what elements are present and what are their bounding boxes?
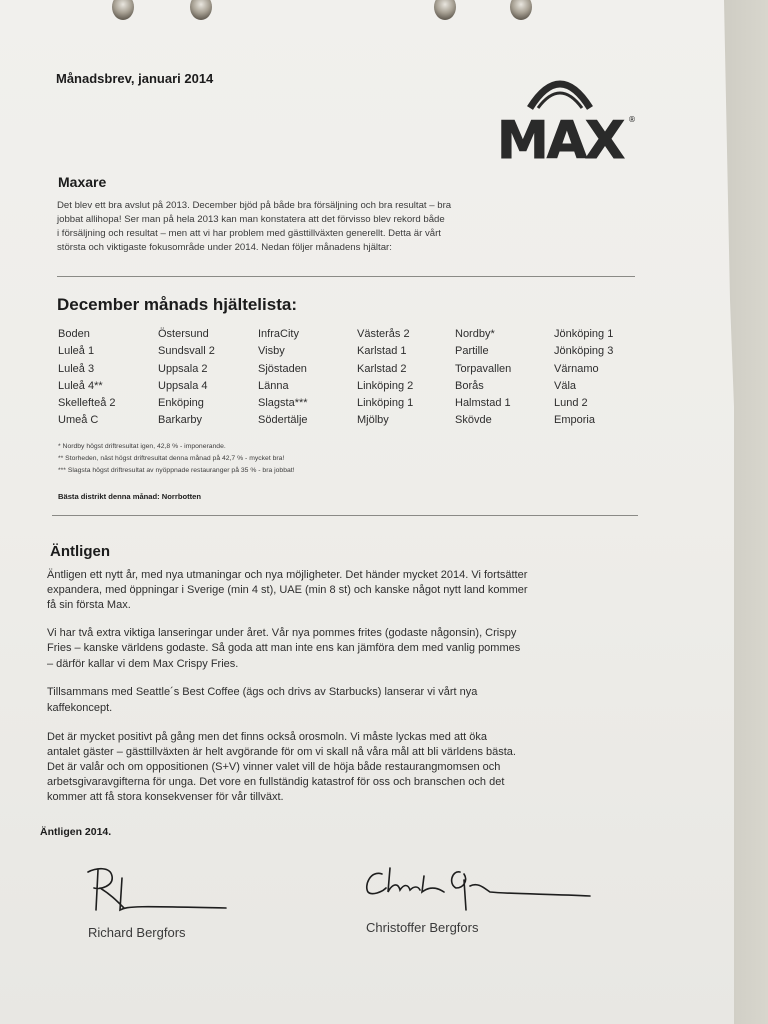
letter-date: Månadsbrev, januari 2014 (56, 71, 214, 86)
hero-column (455, 326, 511, 430)
hero-restaurant: Väla (554, 379, 577, 392)
hero-restaurant: Enköping (158, 397, 204, 410)
hero-restaurant: Jönköping 1 (554, 328, 614, 340)
paragraph-line: arbetsgivaravgifterna för unga. Det vore en fullständig katastrof för oss och branschen och det (47, 776, 505, 788)
hero-restaurant: Skellefteå 2 (58, 397, 116, 410)
signatory-name: Richard Bergfors (88, 925, 186, 940)
hero-column (554, 326, 613, 430)
hero-restaurant: Partille (455, 345, 489, 358)
hero-restaurant: Luleå 4** (58, 379, 103, 392)
paragraph-line: Äntligen ett nytt år, med nya utmaningar och nya möjligheter. Det händer mycket 2014. Vi fortsätter (47, 569, 528, 581)
intro-line: jobbat allihopa! Ser man på hela 2013 kan man konstatera att det förvisso blev rekord både (57, 214, 445, 225)
footnote: *** Slagsta högst driftresultat av nyöppnade restauranger på 35 % - bra jobbat! (58, 467, 295, 474)
paragraph-line: få sin första Max. (47, 599, 131, 611)
paragraph-line: Vi har två extra viktiga lanseringar under året. Vår nya pommes frites (godaste någonsin), Crispy (47, 627, 517, 639)
intro-line: i försäljning och resultat – men att vi har problem med gästtillväxten generellt. Detta är vårt (57, 228, 441, 239)
hero-column (258, 326, 308, 430)
paragraph-line: Fries – kanske världens godaste. Så goda att man inte ens kan jämföra dem med vanlig pommes (47, 642, 521, 654)
paragraph-line: Tillsammans med Seattle´s Best Coffee (ägs och drivs av Starbucks) lanserar vi vårt nya (47, 686, 478, 698)
hero-restaurant: Sundsvall 2 (158, 345, 215, 358)
hero-list-heading: December månads hjältelista: (57, 295, 297, 314)
max-logo (486, 64, 636, 171)
paragraph-line: expandera, med öppningar i Sverige (min 4 st), UAE (min 8 st) och kanske något nytt land kommer (47, 584, 528, 596)
svg-text:®: ® (628, 115, 636, 124)
hero-restaurant: Linköping 2 (357, 379, 414, 392)
paragraph-line: kommer att få stora konsekvenser för vår tillväxt. (47, 791, 284, 803)
hero-restaurant: Lund 2 (554, 397, 588, 410)
hero-restaurant: Slagsta*** (258, 397, 308, 410)
intro-line: största och viktigaste fokusområde under 2014. Nedan följer månadens hjältar: (57, 242, 392, 253)
hero-restaurant: Jönköping 3 (554, 345, 614, 358)
hero-restaurant: Nordby* (455, 328, 495, 340)
closing-line: Äntligen 2014. (40, 826, 112, 838)
hero-restaurant: Luleå 3 (58, 362, 95, 375)
hero-restaurant: Uppsala 4 (158, 379, 208, 392)
hero-restaurant: Barkarby (158, 414, 203, 427)
footnote: ** Storheden, näst högst driftresultat denna månad på 42,7 % - mycket bra! (58, 455, 285, 462)
hero-column (58, 326, 115, 430)
hero-restaurant: InfraCity (258, 328, 299, 340)
hero-column (357, 326, 413, 430)
paragraph-line: antalet gäster – gästtillväxten är helt avgörande för om vi skall nå våra mål att bli världens bästa. (47, 746, 516, 758)
signature-richard (76, 858, 246, 918)
hero-restaurant: Linköping 1 (357, 397, 414, 410)
paragraph-line: kaffekoncept. (47, 702, 113, 714)
hero-restaurant: Karlstad 1 (357, 345, 407, 358)
hero-restaurant: Karlstad 2 (357, 362, 407, 375)
best-district: Bästa distrikt denna månad: Norrbotten (58, 492, 202, 501)
hero-restaurant: Boden (58, 328, 90, 340)
section-heading-maxare: Maxare (58, 174, 107, 190)
hero-restaurant: Södertälje (258, 414, 308, 427)
logo-wordmark: MAX (496, 111, 624, 171)
hero-restaurant: Värnamo (554, 362, 599, 375)
section-heading-antligen: Äntligen (50, 543, 110, 560)
signature-christoffer (360, 858, 610, 918)
hero-restaurant: Halmstad 1 (455, 397, 511, 410)
hero-restaurant: Länna (258, 379, 289, 392)
hero-restaurant: Umeå C (58, 414, 99, 427)
divider (52, 515, 638, 516)
hero-column (158, 326, 215, 430)
hero-restaurant: Torpavallen (455, 362, 512, 375)
paragraph-line: Det är mycket positivt på gång men det finns också orosmoln. Vi måste lyckas med att öka (47, 731, 487, 743)
signatory-name: Christoffer Bergfors (366, 920, 479, 935)
hero-restaurant: Emporia (554, 414, 595, 427)
hero-restaurant: Skövde (455, 414, 492, 427)
paragraph-line: – därför kallar vi dem Max Crispy Fries. (47, 658, 239, 670)
hero-restaurant: Östersund (158, 328, 209, 340)
hero-restaurant: Sjöstaden (258, 362, 307, 375)
divider (57, 276, 635, 277)
paragraph-line: Det är valår och om oppositionen (S+V) vinner valet vill de höja både restaurangmomsen och (47, 761, 501, 773)
hero-restaurant: Uppsala 2 (158, 362, 208, 375)
footnote: * Nordby högst driftresultat igen, 42,8 % - imponerande. (58, 443, 226, 450)
hero-restaurant: Borås (455, 379, 484, 392)
hero-restaurant: Luleå 1 (58, 345, 95, 358)
intro-line: Det blev ett bra avslut på 2013. December bjöd på både bra försäljning och bra resultat – bra (57, 200, 452, 211)
hero-restaurant: Visby (258, 345, 285, 358)
hero-restaurant: Mjölby (357, 414, 389, 427)
hero-restaurant: Västerås 2 (357, 328, 410, 340)
